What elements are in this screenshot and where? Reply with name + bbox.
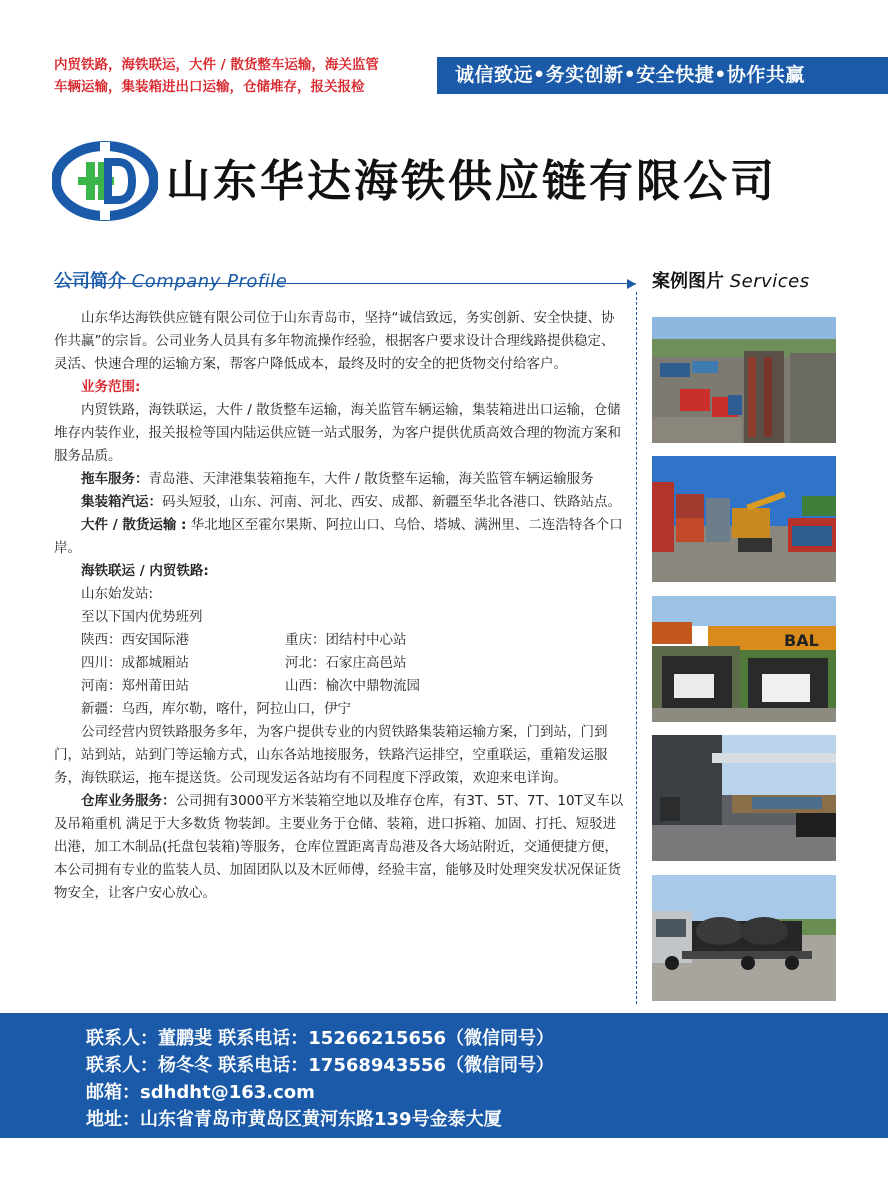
address-line: 地址：山东省青岛市黄岛区黄河东路139号金泰大厦	[86, 1109, 502, 1130]
company-logo	[52, 140, 158, 222]
rail-yard-photo	[652, 317, 836, 443]
warehouse-text: 公司拥有3000平方米装箱空地以及堆存仓库，有3T、5T、7T、10T叉车以及吊箱重机 满足于大多数货 物装卸。主要业务于仓储、装箱，进口拆箱、加固、打托、短驳进出港，加工木制品(托盘包装箱)等服务，仓库位置距离青岛港及各大场站附近，交通便捷方便，本公司拥有专业的监装人员、加固团队以及木匠师傅，经验丰富，能够及时处理突发状况保证货物安全，让客户安心放心。	[54, 793, 624, 901]
services-summary-line-2: 车辆运输，集装箱进出口运输，仓储堆存，报关报检	[54, 79, 365, 95]
towing-paragraph	[54, 468, 624, 491]
slogan-banner: 诚信致远•务实创新•安全快捷•协作共赢	[437, 57, 888, 94]
profile-intro: 山东华达海铁供应链有限公司位于山东青岛市，坚持“诚信致远，务实创新、安全快捷、协作共赢”的宗旨。公司业务人员具有多年物流操作经验，根据客户要求设计合理线路提供稳定、灵活、快速合理的运输方案，帮客户降低成本，最终及时的安全的把货物交付给客户。	[54, 310, 615, 372]
heavy-cargo-truck-photo	[652, 875, 836, 1001]
profile-heading-zh: 公司简介	[54, 271, 126, 292]
container-paragraph	[54, 491, 624, 514]
bulk-text: 华北地区至霍尔果斯、阿拉山口、乌恰、塔城、满洲里、二连浩特各个口岸。	[54, 517, 623, 556]
origin-station: 山东始发站:	[81, 586, 154, 602]
route-cell: 山西：榆次中鼎物流园	[285, 678, 420, 694]
to-trains: 至以下国内优势班列	[81, 609, 203, 625]
container-brand-text: BAL	[784, 631, 819, 650]
services-heading-zh: 案例图片	[652, 271, 724, 292]
route-row	[54, 675, 624, 698]
warehouse-label: 仓库业务服务：	[81, 793, 176, 809]
profile-heading	[54, 270, 287, 294]
container-text: 码头短驳，山东、河南、河北、西安、成都、新疆至华北各港口、铁路站点。	[162, 494, 621, 510]
route-row	[54, 629, 624, 652]
services-heading-en: Services	[729, 271, 810, 292]
contact-line-1: 联系人：董鹏斐 联系电话：15266215656（微信同号）	[86, 1028, 555, 1049]
container-reach-stacker-photo	[652, 456, 836, 582]
scope-text: 内贸铁路，海铁联运，大件 / 散货整车运输，海关监管车辆运输，集装箱进出口运输，仓储堆存内装作业，报关报检等国内陆运供应链一站式服务，为客户提供优质高效合理的物流方案和服务品质。	[54, 402, 621, 464]
bulk-paragraph	[54, 514, 624, 560]
scope-label: 业务范围:	[81, 379, 141, 395]
contact-footer	[0, 1013, 888, 1138]
profile-heading-rule	[54, 283, 636, 284]
company-name: 山东华达海铁供应链有限公司	[166, 156, 777, 207]
email-line: 邮箱：sdhdht@163.com	[86, 1082, 315, 1103]
route-cell: 河南：郑州莆田站	[81, 678, 189, 694]
route-cell: 河北：石家庄高邑站	[285, 655, 407, 671]
services-summary	[54, 54, 434, 98]
company-profile	[54, 307, 624, 905]
contact-line-2: 联系人：杨冬冬 联系电话：17568943556（微信同号）	[86, 1055, 555, 1076]
route-cell: 四川：成都城厢站	[81, 655, 189, 671]
profile-heading-en: Company Profile	[131, 271, 288, 292]
container-loading-vehicles-photo	[652, 596, 836, 722]
warehouse-truck-loading-photo	[652, 735, 836, 861]
rail-label: 海铁联运 / 内贸铁路:	[81, 563, 209, 579]
towing-label: 拖车服务：	[81, 471, 149, 487]
column-divider	[636, 292, 637, 1004]
container-label: 集装箱汽运：	[81, 494, 162, 510]
services-heading	[652, 270, 810, 294]
route-cell: 重庆：团结村中心站	[285, 632, 407, 648]
services-summary-line-1: 内贸铁路，海铁联运，大件 / 散货整车运输，海关监管	[54, 57, 379, 73]
xinjiang-routes: 新疆：乌西，库尔勒，喀什，阿拉山口，伊宁	[81, 701, 351, 717]
bulk-label: 大件 / 散货运输 :	[81, 517, 187, 533]
route-row	[54, 652, 624, 675]
route-cell: 陕西：西安国际港	[81, 632, 189, 648]
warehouse-paragraph	[54, 790, 624, 905]
rule-arrow	[627, 279, 636, 289]
rail-service-text: 公司经营内贸铁路服务多年，为客户提供专业的内贸铁路集装箱运输方案，门到站，门到门，站到站，站到门等运输方式，山东各站地接服务，铁路汽运排空，空重联运，重箱发运服务，海铁联运，拖车提送货。公司现发运各站均有不同程度下浮政策，欢迎来电详询。	[54, 724, 608, 786]
towing-text: 青岛港、天津港集装箱拖车，大件 / 散货整车运输，海关监管车辆运输服务	[148, 471, 594, 487]
